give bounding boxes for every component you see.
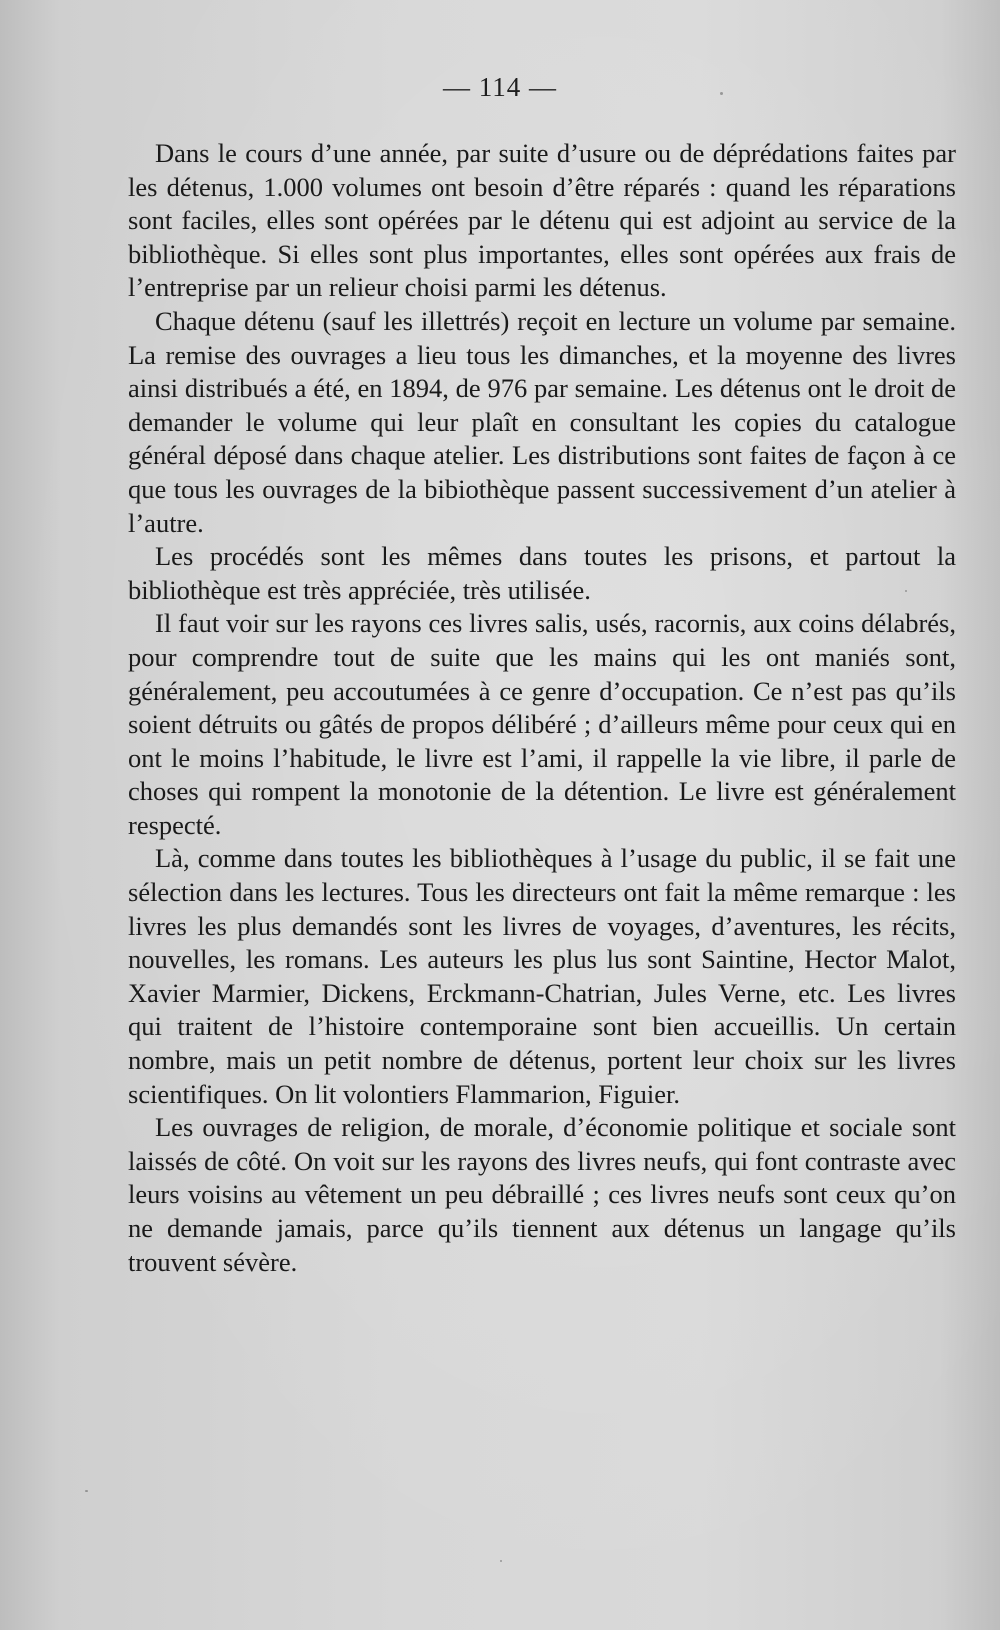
page-number: — 114 — [443,72,557,102]
paragraph-4: Il faut voir sur les rayons ces livres salis, usés, racornis, aux coins délabrés, pour comprendre tout de suite que les mains qui les ont maniés sont, généralement, peu accoutumées à ce genre d’occupation. Ce n’est pas qu’ils soient détruits ou gâtés de propos délibéré ; d’ailleurs même pour ceux qui en ont le moins l’habitude, le livre est l’ami, il rappelle la vie libre, il parle de choses qui rompent la monotonie de la détention. Le livre est généralement respecté. [128,608,956,840]
paper-speck [720,92,723,95]
paragraph-6: Les ouvrages de religion, de morale, d’économie politique et sociale sont laissés de côté. On voit sur les rayons des livres neufs, qui font contraste avec leurs voisins au vêtement un peu débraillé ; ces livres neufs sont ceux qu’on ne demande jamais, parce qu’ils tiennent aux détenus un langage qu’ils trouvent sévère. [128,1112,956,1277]
paper-speck [500,1560,502,1562]
paper-speck [905,590,907,592]
paragraph-1: Dans le cours d’une année, par suite d’usure ou de déprédations faites par les détenus, 1.000 volumes ont besoin d’être réparés : quand les réparations sont faciles, elles sont opérées par le détenu qui est adjoint au service de la bibliothèque. Si elles sont plus importantes, elles sont opérées aux frais de l’entreprise par un relieur choisi parmi les détenus. [128,138,956,303]
body-text [128,137,956,1279]
paragraph-5: Là, comme dans toutes les bibliothèques à l’usage du public, il se fait une sélection dans les lectures. Tous les directeurs ont fait la même remarque : les livres les plus demandés sont les livres de voyages, d’aventures, les récits, nouvelles, les romans. Les auteurs les plus lus sont Saintine, Hector Malot, Xavier Marmier, Dickens, Erckmann-Chatrian, Jules Verne, etc. Les livres qui traitent de l’histoire contemporaine sont bien accueillis. Un certain nombre, mais un petit nombre de détenus, portent leur choix sur les livres scientifiques. On lit volontiers Flammarion, Figuier. [128,843,956,1109]
paragraph-2: Chaque détenu (sauf les illettrés) reçoit en lecture un volume par semaine. La remise des ouvrages a lieu tous les dimanches, et la moyenne des livres ainsi distribués a été, en 1894, de 976 par semaine. Les détenus ont le droit de demander le volume qui leur plaît en consultant les copies du catalogue général déposé dans chaque atelier. Les distributions sont faites de façon à ce que tous les ouvrages de la bibiothèque passent successivement d’un atelier à l’autre. [128,305,956,538]
paragraph-3: Les procédés sont les mêmes dans toutes les prisons, et partout la bibliothèque est très appréciée, très utilisée. [128,541,956,605]
paper-speck [85,1490,88,1492]
